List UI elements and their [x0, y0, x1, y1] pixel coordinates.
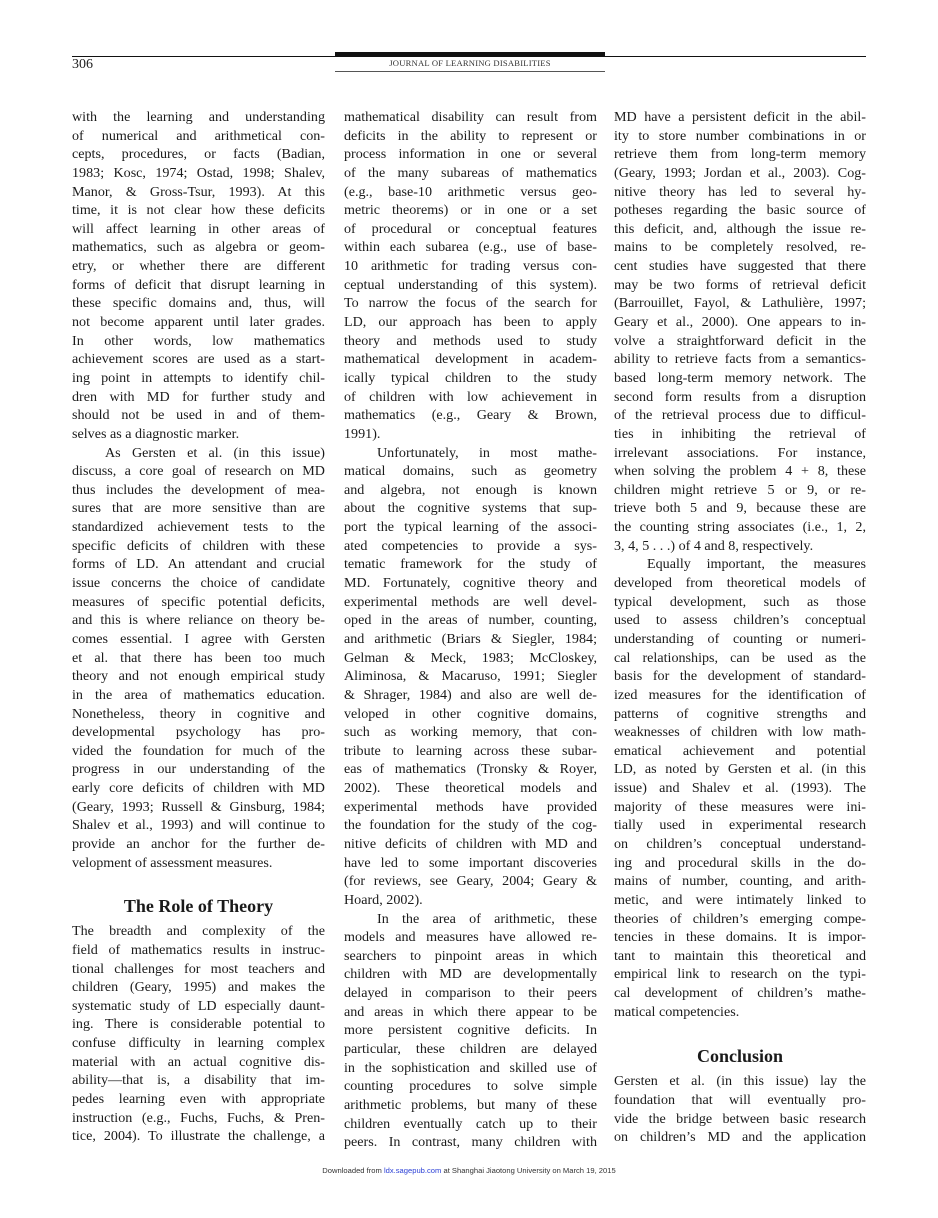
text-line: (e.g., base-10 arithmetic versus geo- — [344, 183, 597, 200]
text-line: pedes learning even with appropriate — [72, 1091, 325, 1108]
text-line: forms of deficit that disrupt learning in — [72, 276, 325, 293]
text-line: Aliminosa, & Macaruso, 1991; Siegler — [344, 668, 597, 685]
text-line: the counting string associates (i.e., 1, 2, — [614, 519, 866, 536]
text-line: foundation that will eventually pro- — [614, 1092, 866, 1109]
text-line: of procedural or conceptual features — [344, 220, 597, 237]
text-line: discuss, a core goal of research on MD — [72, 463, 325, 480]
text-line: of the many subareas of mathematics — [344, 164, 597, 181]
text-line: counting procedures to solve simple — [344, 1078, 597, 1095]
text-line: within each subarea (e.g., use of base- — [344, 239, 597, 256]
paragraph — [614, 108, 866, 555]
text-line: 1983; Kosc, 1974; Ostad, 1998; Shalev, — [72, 164, 325, 181]
footer-suffix: at Shanghai Jiaotong University on March 19, 2015 — [441, 1166, 616, 1175]
text-line: provide an anchor for the further de- — [72, 835, 325, 852]
text-line: these specific domains and, thus, will — [72, 295, 325, 312]
text-line: when solving the problem 4 + 8, these — [614, 463, 866, 480]
text-line: basis for the development of standard- — [614, 668, 866, 685]
text-line: second form results from a disruption — [614, 388, 866, 405]
paragraph — [344, 910, 597, 1152]
header-thick-bar — [335, 52, 605, 56]
header-rule — [72, 56, 866, 57]
text-line: Gersten et al. (in this issue) lay the — [614, 1073, 866, 1090]
text-line: & Shrager, 1984) and also are well de- — [344, 686, 597, 703]
text-line: ated competencies to provide a sys- — [344, 537, 597, 554]
text-line: MD have a persistent deficit in the abil- — [614, 109, 866, 125]
text-line: and arithmetic (Briars & Siegler, 1984; — [344, 630, 597, 647]
text-line: typical development, such as those — [614, 593, 866, 610]
text-line: 1991). — [344, 425, 381, 442]
text-line: ties in inhibiting the retrieval of — [614, 425, 866, 442]
text-line: (Geary, 1993; Russell & Ginsburg, 1984; — [72, 798, 325, 815]
text-line: vided the foundation for much of the — [72, 742, 325, 759]
text-line: and areas in which there appear to be — [344, 1003, 597, 1020]
text-line: mains to be completely resolved, re- — [614, 239, 866, 256]
text-line: specific deficits of children with these — [72, 537, 325, 554]
text-line: tencies in these domains. It is impor- — [614, 929, 866, 946]
text-line: used to assess children’s conceptual — [614, 612, 866, 629]
footer-prefix: Downloaded from — [322, 1166, 384, 1175]
text-line: will affect learning in other areas of — [72, 220, 325, 237]
text-line: searchers to pinpoint areas in which — [344, 947, 597, 964]
text-line: achievement scores are used as a start- — [72, 351, 325, 368]
paragraph — [72, 444, 325, 873]
text-line: vide the bridge between basic research — [614, 1110, 866, 1127]
text-line: velopment of assessment measures. — [72, 854, 273, 871]
text-line: ing. There is considerable potential to — [72, 1016, 325, 1033]
text-line: time, it is not clear how these deficits — [72, 202, 325, 219]
text-line: progress in our understanding of the — [72, 761, 325, 778]
section-gap — [72, 872, 325, 893]
text-line: tially used in experimental research — [614, 817, 866, 834]
text-line: trieve both 5 and 9, because these are — [614, 500, 866, 517]
text-line: peers. In contrast, many children with — [344, 1134, 597, 1151]
text-line: based long-term memory network. The — [614, 369, 866, 386]
text-line: potheses regarding the basic source of — [614, 202, 866, 219]
column-3 — [614, 108, 866, 1147]
text-line: arithmetic problems, but many of these — [344, 1096, 597, 1113]
paragraph — [72, 108, 325, 444]
text-line: empirical link to research on the typi- — [614, 966, 866, 983]
text-line: Hoard, 2002). — [344, 891, 423, 908]
text-line: tional challenges for most teachers and — [72, 960, 325, 977]
section-heading: Conclusion — [696, 1046, 784, 1067]
section-gap — [614, 1021, 866, 1043]
text-line: of numerical and arithmetical con- — [72, 127, 325, 144]
text-line: dren with MD for further study and — [72, 388, 325, 405]
text-line: on children’s MD and the application — [614, 1129, 866, 1146]
text-line: metic, and were intimately linked to — [614, 891, 866, 908]
text-line: Shalev et al., 1993) and will continue to — [72, 817, 325, 834]
text-line: delayed in comparison to their peers — [344, 985, 597, 1002]
text-line: ing and procedural skills in the do- — [614, 854, 866, 871]
text-line: instruction (e.g., Fuchs, Fuchs, & Pren- — [72, 1109, 325, 1126]
text-line: developmental psychology has pro- — [72, 724, 325, 741]
text-line: sures that are more sensitive than are — [72, 500, 325, 517]
text-line: and algebra, not enough is known — [344, 481, 597, 498]
text-line: cent studies have suggested that there — [614, 258, 866, 275]
text-line: weaknesses of children with low math- — [614, 724, 866, 741]
text-line: in the area of mathematics education. — [72, 686, 325, 703]
text-line: children (Geary, 1995) and makes the — [72, 979, 325, 996]
text-line: ability—that is, a disability that im- — [72, 1072, 325, 1089]
text-line: (Barrouillet, Fayol, & Lathulière, 1997; — [614, 295, 866, 312]
footer-link[interactable]: ldx.sagepub.com — [383, 1166, 442, 1175]
paragraph — [344, 444, 597, 910]
text-line: ceptual understanding of this system). — [344, 276, 597, 293]
text-line: deficits in the ability to represent or — [344, 127, 597, 144]
text-line: majority of these measures were ini- — [614, 798, 866, 815]
text-line: tice, 2004). To illustrate the challenge, a — [72, 1128, 325, 1145]
text-line: issue) and Shalev et al. (1993). The — [614, 780, 866, 797]
text-line: should not be used in and of them- — [72, 407, 325, 424]
text-line: children might retrieve 5 or 9, or re- — [614, 481, 866, 498]
text-line: veloped in other cognitive domains, — [344, 705, 597, 722]
text-line: children eventually catch up to their — [344, 1115, 597, 1132]
text-line: In other words, low mathematics — [72, 332, 325, 349]
text-line: on children’s conceptual understand- — [614, 835, 866, 852]
text-line: tant to maintain this theoretical and — [614, 947, 866, 964]
text-line: measures of specific potential deficits, — [72, 593, 325, 610]
text-line: nitive deficits of children with MD and — [344, 835, 597, 852]
text-line: issue concerns the choice of candidate — [72, 575, 325, 592]
text-line: ematical achievement and potential — [614, 742, 866, 759]
text-line: theory and not enough empirical study — [72, 668, 325, 685]
download-footer — [0, 1166, 938, 1175]
text-line: Manor, & Gross-Tsur, 1993). At this — [72, 183, 325, 200]
text-line: theory and methods used to study — [344, 332, 597, 349]
text-line: irrelevant associations. For instance, — [614, 444, 866, 461]
text-line: etry, or whether there are different — [72, 258, 325, 275]
text-line: developed from theoretical models of — [614, 575, 866, 592]
text-line: of the retrieval process due to difficul- — [614, 407, 866, 424]
text-line: about the cognitive systems that sup- — [344, 500, 597, 517]
paragraph — [614, 555, 866, 1021]
text-line: metric theorems) or in one or a set — [344, 202, 597, 219]
text-line: understanding of counting or numeri- — [614, 630, 866, 647]
text-line: of children with low achievement in — [344, 388, 597, 405]
text-line: children with MD are developmentally — [344, 966, 597, 983]
text-line: cal development of children’s mathe- — [614, 985, 866, 1002]
text-line: mathematics, such as algebra or geom- — [72, 239, 325, 256]
text-line: As Gersten et al. (in this issue) — [105, 444, 325, 461]
text-line: mathematics (e.g., Geary & Brown, — [344, 407, 597, 424]
text-line: MD. Fortunately, cognitive theory and — [344, 575, 597, 592]
text-line: volve a straightforward deficit in the — [614, 332, 866, 349]
paragraph — [614, 1072, 866, 1147]
text-line: 3, 4, 5 . . .) of 4 and 8, respectively. — [614, 537, 814, 554]
text-line: have led to some important discoveries — [344, 854, 597, 871]
text-line: The breadth and complexity of the — [72, 923, 325, 940]
column-1 — [72, 108, 325, 1146]
text-line: matical domains, such as geometry — [344, 463, 597, 480]
page-number: 306 — [72, 57, 93, 72]
text-line: mathematical disability can result from — [344, 109, 597, 125]
text-line: early core deficits of children with MD — [72, 780, 325, 797]
text-line: comes essential. I agree with Gersten — [72, 630, 325, 647]
text-line: Nonetheless, theory in cognitive and — [72, 705, 325, 722]
section-heading: The Role of Theory — [123, 896, 274, 917]
text-line: LD, our approach has been to apply — [344, 314, 597, 331]
text-line: et al. that there has been too much — [72, 649, 325, 666]
text-line: experimental methods are well devel- — [344, 593, 597, 610]
text-line: more persistent cognitive deficits. In — [344, 1022, 597, 1039]
text-line: Equally important, the measures — [647, 556, 866, 573]
text-line: not become apparent until later grades. — [72, 314, 325, 331]
text-line: 10 arithmetic for trading versus con- — [344, 258, 597, 275]
text-line: eas of mathematics (Tronsky & Royer, — [344, 761, 597, 778]
text-line: models and measures have allowed re- — [344, 929, 597, 946]
text-line: theories of children’s emerging compe- — [614, 910, 866, 927]
text-line: Gelman & Meck, 1983; McCloskey, — [344, 649, 597, 666]
text-line: In the area of arithmetic, these — [377, 910, 597, 927]
text-line: with the learning and understanding — [72, 109, 325, 125]
text-line: material with an actual cognitive dis- — [72, 1053, 325, 1070]
text-line: mains of number, counting, and arith- — [614, 873, 866, 890]
column-2 — [344, 108, 597, 1152]
text-line: 2002). These theoretical models and — [344, 780, 597, 797]
text-line: Unfortunately, in most mathe- — [377, 444, 597, 461]
text-line: process information in one or several — [344, 146, 597, 163]
text-line: retrieve them from long-term memory — [614, 146, 866, 163]
text-line: confuse difficulty in learning complex — [72, 1035, 325, 1052]
text-line: this deficit, and, although the issue re- — [614, 220, 866, 237]
text-line: mathematical development in academ- — [344, 351, 597, 368]
text-line: ized measures for the identification of — [614, 686, 866, 703]
text-line: thus includes the development of mea- — [72, 481, 325, 498]
text-line: particular, these children are delayed — [344, 1041, 597, 1058]
text-line: selves as a diagnostic marker. — [72, 425, 240, 442]
text-line: standardized achievement tests to the — [72, 519, 325, 536]
text-line: the foundation for the study of the cog- — [344, 817, 597, 834]
text-line: To narrow the focus of the search for — [344, 295, 597, 312]
text-line: cal relationships, can be used as the — [614, 649, 866, 666]
journal-title: JOURNAL OF LEARNING DISABILITIES — [389, 58, 551, 68]
text-line: cepts, procedures, or facts (Badian, — [72, 146, 325, 163]
text-line: oped in the areas of number, counting, — [344, 612, 597, 629]
text-line: matical competencies. — [614, 1003, 740, 1020]
text-line: (for reviews, see Geary, 2004; Geary & — [344, 873, 597, 890]
text-line: (Geary, 1993; Jordan et al., 2003). Cog- — [614, 164, 866, 181]
text-line: ing point in attempts to identify chil- — [72, 369, 325, 386]
text-line: ity to store number combinations in or — [614, 127, 866, 144]
text-line: ically typical children to the study — [344, 369, 597, 386]
paragraph — [344, 108, 597, 444]
text-line: and this is where reliance on theory be- — [72, 612, 325, 629]
text-line: tematic framework for the study of — [344, 556, 597, 573]
text-line: may be two forms of retrieval deficit — [614, 276, 866, 293]
text-line: systematic study of LD especially daunt- — [72, 997, 325, 1014]
text-line: Geary et al., 2000). One appears to in- — [614, 314, 866, 331]
journal-title-rule — [335, 71, 605, 72]
text-line: port the typical learning of the associ- — [344, 519, 597, 536]
text-line: ability to retrieve facts from a semantics- — [614, 351, 866, 368]
text-line: in the sophistication and skilled use of — [344, 1059, 597, 1076]
text-line: tribute to learning across these subar- — [344, 742, 597, 759]
text-line: experimental methods have provided — [344, 798, 597, 815]
text-line: field of mathematics results in instruc- — [72, 941, 325, 958]
text-line: such as working memory, that con- — [344, 724, 597, 741]
text-line: nitive theory has led to several hy- — [614, 183, 866, 200]
text-line: LD, as noted by Gersten et al. (in this — [614, 761, 866, 778]
text-line: forms of LD. An attendant and crucial — [72, 556, 325, 573]
text-line: patterns of cognitive strengths and — [614, 705, 866, 722]
paragraph — [72, 922, 325, 1146]
